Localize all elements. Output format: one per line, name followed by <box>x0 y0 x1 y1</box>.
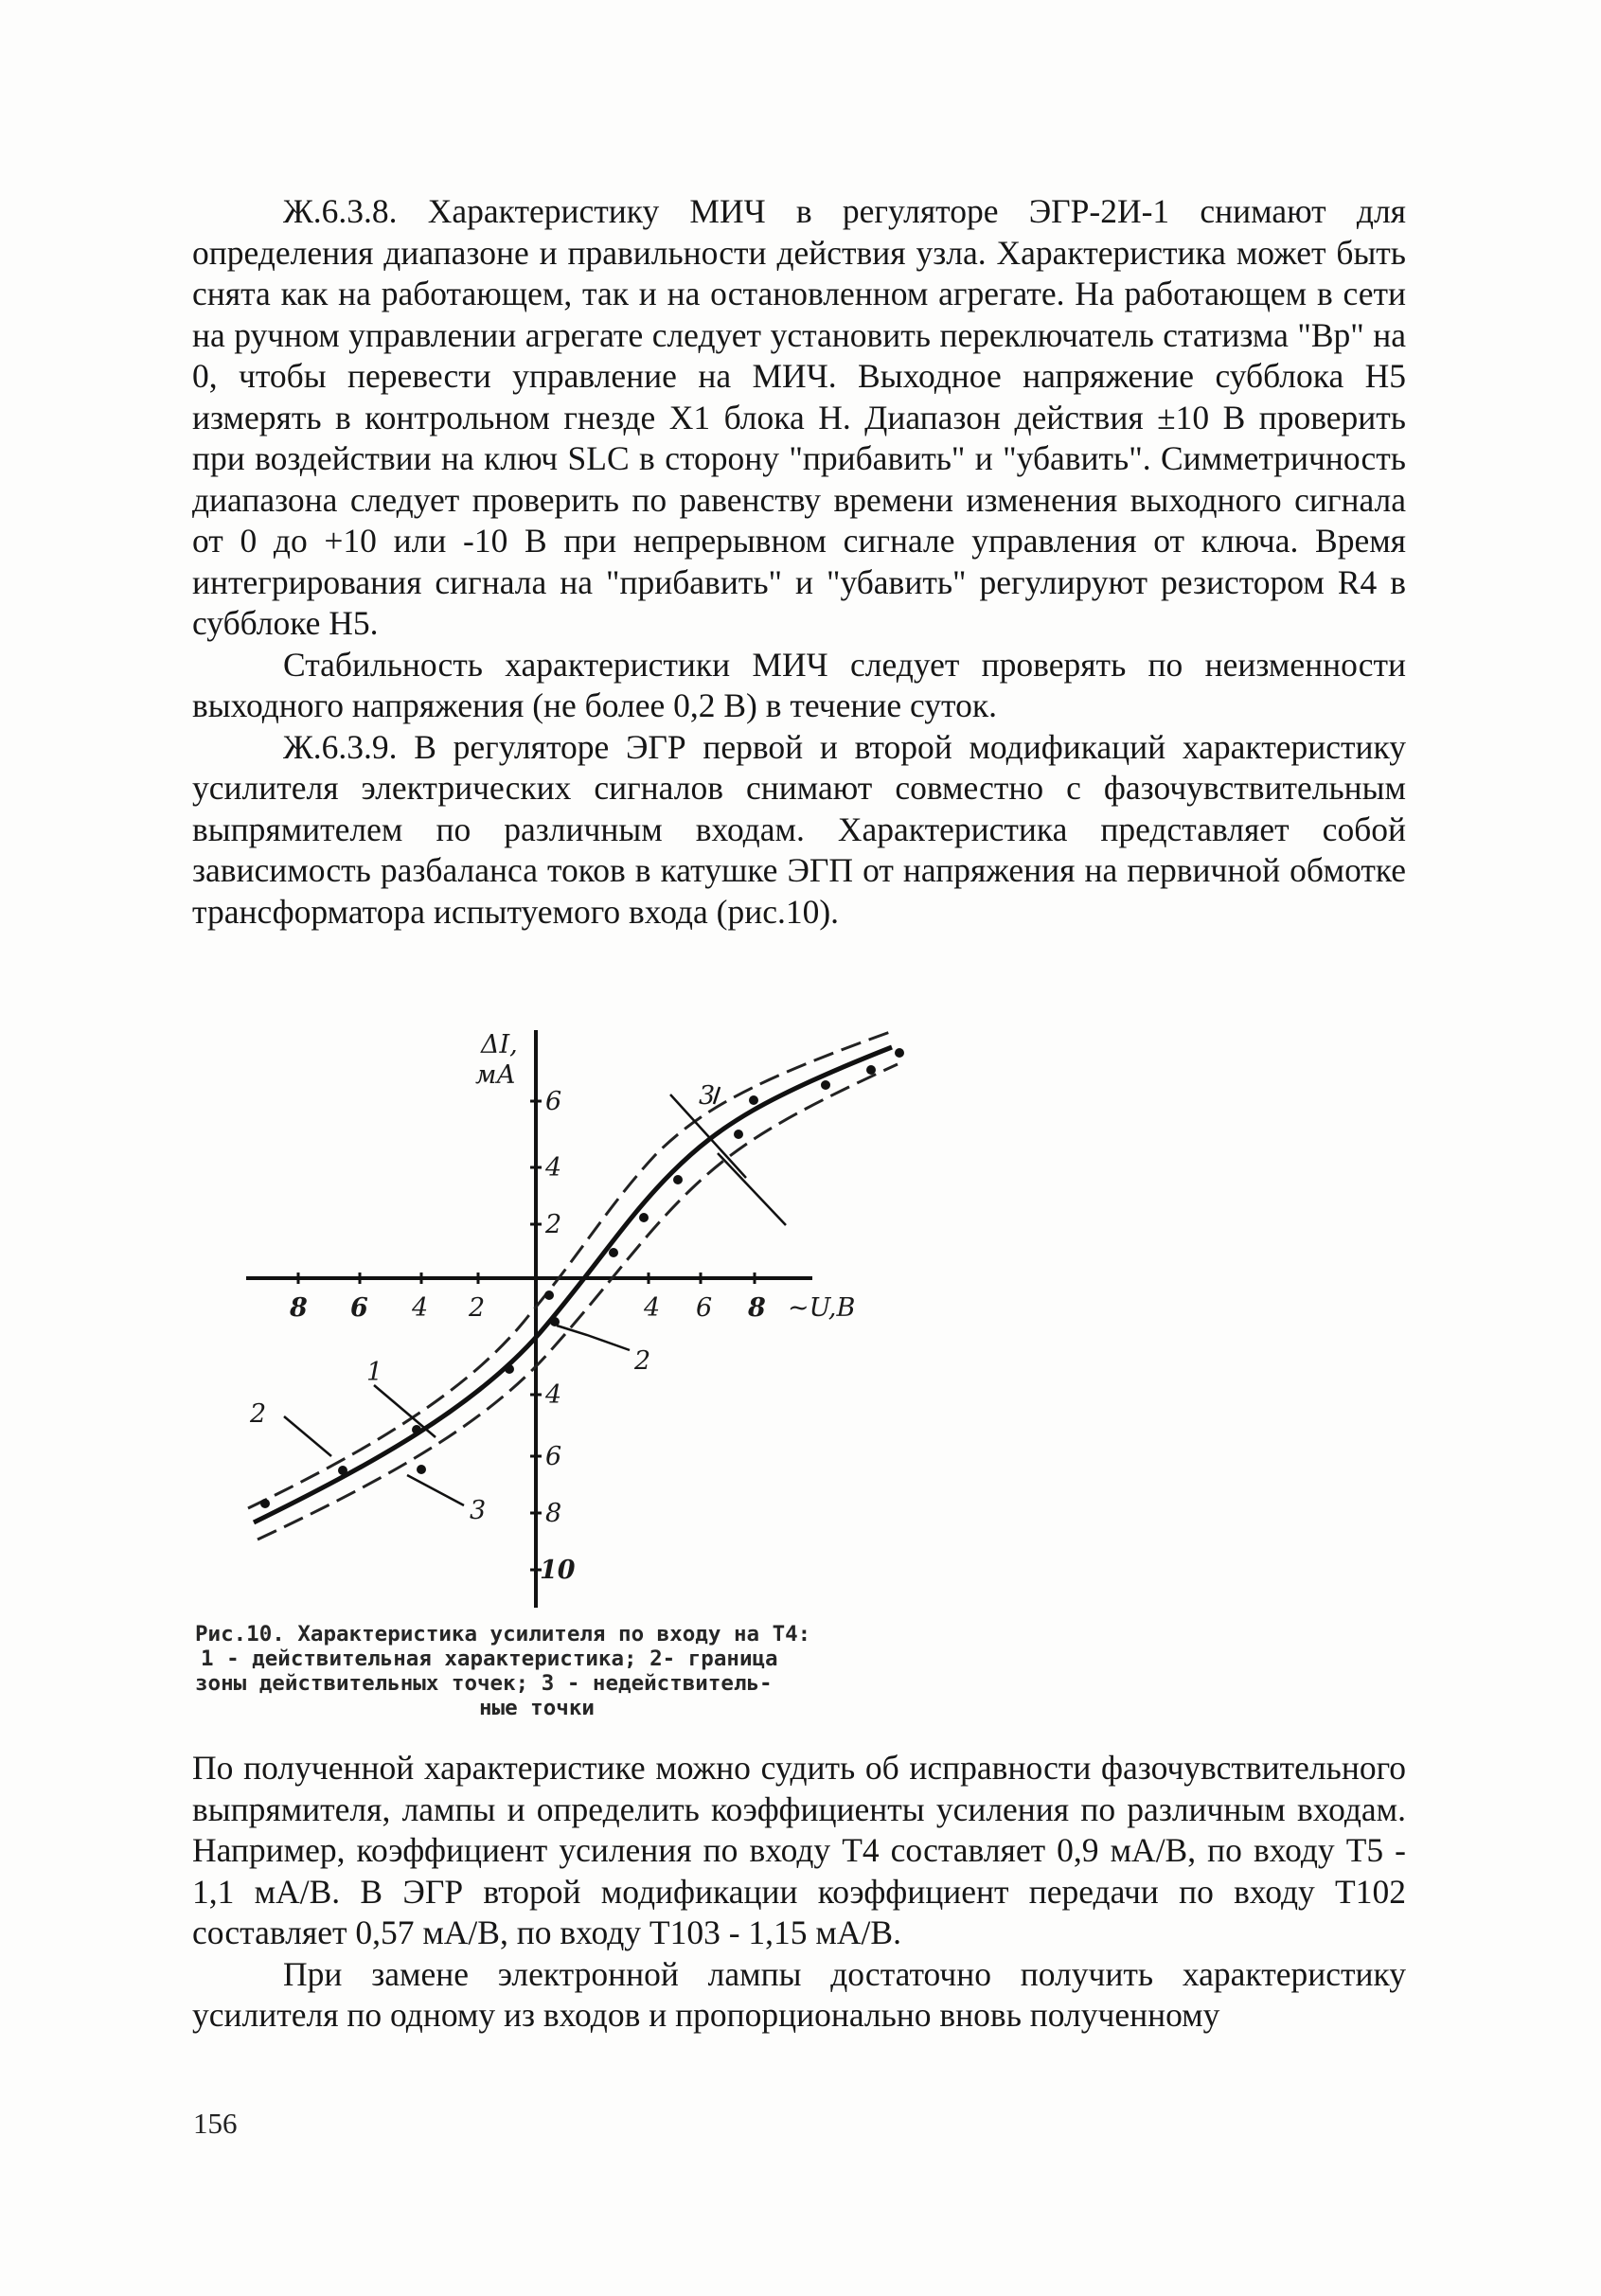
data-point <box>734 1130 743 1139</box>
y-tick-label: 10 <box>540 1556 576 1585</box>
caption-line: зоны действительных точек; 3 - недействитель- <box>195 1671 773 1696</box>
data-point <box>505 1364 514 1374</box>
y-tick-label: 8 <box>545 1499 562 1528</box>
invalid-point <box>749 1095 758 1105</box>
invalid-point <box>544 1290 554 1300</box>
paragraph-zh-6-3-9: Ж.6.3.9. В регуляторе ЭГР первой и второй модификаций характеристику усилителя электрических сигналов снимают совместно с фазочувствительным выпрямителем по различным входам. Характеристика представляет собой зависимость разбаланса токов в катушке ЭГП от напряжения на первичной обмотке трансформатора испытуемого входа (рис.10). <box>192 727 1406 931</box>
x-tick-label: 6 <box>696 1293 713 1323</box>
callout-label-2-left: 2 <box>250 1399 267 1429</box>
x-tick-label: 8 <box>748 1293 766 1323</box>
x-tick-label: 8 <box>290 1293 308 1323</box>
figure-caption <box>195 1622 952 1720</box>
characteristic-plot <box>227 1011 966 1617</box>
callout-label-1: 1 <box>366 1358 383 1387</box>
data-point <box>866 1065 876 1075</box>
y-tick-label: 4 <box>545 1153 562 1183</box>
paragraph-stability: Стабильность характеристики МИЧ следует проверять по неизменности выходного напряжения (не более 0,2 В) в течение суток. <box>192 645 1406 724</box>
invalid-point <box>895 1048 904 1058</box>
paragraph-gain-coefficients: По полученной характеристике можно судить об исправности фазочувствительного выпрямителя, лампы и определить коэффициенты усиления по различным входам. Например, коэффициент усиления по входу Т4 составляет 0,9 мА/В, по входу Т5 - 1,1 мА/В. В ЭГР второй модификации коэффициент передачи по входу Т102 составляет 0,57 мА/В, по входу Т103 - 1,15 мА/В. <box>192 1749 1406 1951</box>
y-tick-label: 6 <box>545 1442 562 1471</box>
page-number: 156 <box>193 2107 238 2140</box>
caption-line: 1 - действительная характеристика; 2- граница <box>201 1646 778 1671</box>
callout-leader-1 <box>374 1385 436 1437</box>
invalid-point <box>417 1465 426 1474</box>
data-point <box>609 1248 618 1257</box>
figure-amplifier-characteristic <box>227 1011 966 1617</box>
data-point <box>639 1213 649 1222</box>
upper-boundary-curve <box>248 1032 890 1508</box>
data-point <box>412 1425 421 1434</box>
callout-label-3-bottom: 3 <box>470 1496 487 1525</box>
callout-label-2-right: 2 <box>634 1346 651 1376</box>
invalid-point <box>260 1499 270 1508</box>
x-axis-label: ~U,В <box>788 1293 856 1323</box>
paragraph-zh-6-3-8: Ж.6.3.8. Характеристику МИЧ в регуляторе ЭГР-2И-1 снимают для определения диапазоне и правильности действия узла. Характеристика может быть снята как на работающем, так и на остановленном агрегате. На работающем в сети на ручном управлении агрегате следует установить переключатель статизма "Вр" на 0, чтобы перевести управление на МИЧ. Выходное напряжение субблока Н5 измерять в контрольном гнезде X1 блока Н. Диапазон действия ±10 В проверить при воздействии на ключ SLC в сторону "прибавить" и "убавить". Симметричность диапазона следует проверить по равенству времени изменения выходного сигнала от 0 до +10 или -10 В при непрерывном сигнале управления от ключа. Время интегрирования сигнала на "прибавить" и "убавить" регулируют резистором R4 в субблоке Н5. <box>192 192 1406 642</box>
caption-line: ные точки <box>479 1696 595 1720</box>
top-text-section <box>192 191 1406 933</box>
data-point <box>338 1466 347 1475</box>
bottom-text-section <box>192 1748 1406 2037</box>
data-point <box>821 1080 830 1090</box>
y-tick-label: 2 <box>545 1210 562 1239</box>
y-axis-label-unit: мА <box>475 1060 516 1090</box>
callout-leader-3-arrow <box>718 1153 786 1225</box>
x-tick-label: 2 <box>469 1293 486 1323</box>
x-tick-label: 4 <box>644 1293 661 1323</box>
callout-leader-2-right <box>557 1326 630 1350</box>
y-axis-label-delta-i: ΔI, <box>481 1030 518 1059</box>
callout-label-3-top: 3 <box>699 1081 716 1111</box>
callout-leader-3-bottom <box>407 1475 464 1505</box>
y-tick-label: 4 <box>545 1380 562 1410</box>
actual-characteristic-curve <box>254 1047 892 1522</box>
x-tick-label: 6 <box>350 1293 368 1323</box>
y-tick-label: 6 <box>545 1087 562 1116</box>
caption-title: Рис.10. Характеристика усилителя по входу на Т4: <box>195 1622 811 1646</box>
data-point <box>673 1175 683 1184</box>
paragraph-lamp-replacement: При замене электронной лампы достаточно получить характеристику усилителя по одному из входов и пропорционально вновь полученному <box>192 1954 1406 2034</box>
x-tick-label: 4 <box>412 1293 429 1323</box>
callout-leader-2-left <box>284 1416 331 1456</box>
